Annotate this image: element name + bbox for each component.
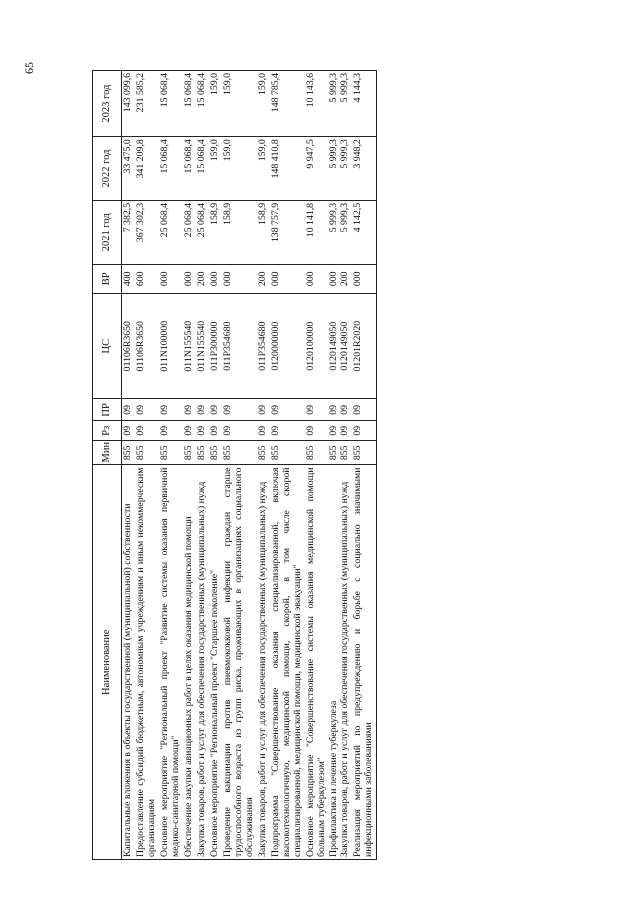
row-2023: 143 099,6 (122, 71, 135, 137)
header-pr: ПР (93, 399, 122, 421)
header-2022: 2022 год (93, 137, 122, 201)
row-vr: 000 (183, 264, 196, 293)
row-cs: 011N155540 (183, 294, 196, 399)
row-name: Основное мероприятие "Региональный проект "Старшее поколение" (209, 465, 222, 860)
row-2023: 159,0 (257, 71, 270, 137)
row-2022-line2: 5 999,3 (339, 139, 351, 169)
row-2023-line2: 5 999,3 (339, 73, 351, 103)
row-min: 855 (122, 441, 135, 466)
row-rz: 09 (352, 421, 376, 441)
row-2022: 9 947,5 (305, 137, 329, 201)
row-vr: 000 (305, 264, 329, 293)
row-2022: 148 410,8 (270, 137, 305, 201)
row-vr: 000 (222, 264, 257, 293)
row-min: 855 (183, 441, 196, 466)
row-cs: 011P354680 (257, 294, 270, 399)
row-pr: 09 (305, 399, 329, 421)
table-row (270, 71, 305, 860)
row-name: Основное мероприятие "Региональный проект "Развитие системы оказания первичной медико-санитарной помощи" (159, 465, 183, 860)
budget-table-container (92, 70, 558, 860)
row-cs: 011P300000 (209, 294, 222, 399)
row-pr: 09 (159, 399, 183, 421)
row-name: Основное мероприятие "Совершенствование системы оказания медицинской помощи больным туберкулезом" (305, 465, 329, 860)
row-pr: 09 (135, 399, 159, 421)
row-2022: 159,0 (257, 137, 270, 201)
table-row (196, 71, 209, 860)
row-2022: 341 209,8 (135, 137, 159, 201)
row-2022: 159,0 (209, 137, 222, 201)
table-body (122, 71, 377, 860)
row-2021 (328, 200, 352, 264)
row-2021: 25 068,4 (196, 200, 209, 264)
row-2023: 4 144,3 (352, 71, 376, 137)
header-cs: ЦС (93, 294, 122, 399)
header-2021: 2021 год (93, 200, 122, 264)
row-vr-line1: 000 (328, 271, 340, 287)
row-rz: 09 (209, 421, 222, 441)
table-row (305, 71, 329, 860)
row-vr: 200 (257, 264, 270, 293)
row-pr: 09 (222, 399, 257, 421)
row-rz: 09 (257, 421, 270, 441)
page-number: 65 (22, 62, 36, 74)
row-cs (328, 294, 352, 399)
row-name: Закупка товаров, работ и услуг для обеспечения государственных (муниципальных) нужд (196, 465, 209, 860)
row-rz (328, 421, 352, 441)
row-name-line1: Профилактика и лечение туберкулеза (328, 700, 340, 857)
row-rz-line1: 09 (328, 425, 340, 436)
row-vr: 000 (270, 264, 305, 293)
table-header (93, 71, 122, 860)
row-min-line1: 855 (328, 445, 340, 461)
budget-table (92, 70, 377, 860)
row-2021: 7 382,5 (122, 200, 135, 264)
row-vr (328, 264, 352, 293)
row-vr: 000 (209, 264, 222, 293)
row-cs: 0120100000 (305, 294, 329, 399)
row-pr-line2: 09 (339, 404, 351, 415)
row-name: Подпрограмма "Совершенствование оказания специализированной, включая высокотехнологичную, медицинской помощи, скорой, в том числе скорой специализированной, медицинской помощи, медицинской эвакуации" (270, 465, 305, 860)
row-cs: 01106R3650 (135, 294, 159, 399)
row-2023 (328, 71, 352, 137)
table-row (209, 71, 222, 860)
row-pr-line1: 09 (328, 404, 340, 415)
row-2021: 158,9 (222, 200, 257, 264)
row-pr: 09 (209, 399, 222, 421)
row-2022 (328, 137, 352, 201)
row-2021: 367 302,3 (135, 200, 159, 264)
table-row (328, 71, 352, 860)
header-min: Мин (93, 441, 122, 466)
table-row (135, 71, 159, 860)
row-rz-line2: 09 (339, 425, 351, 436)
row-name: Обеспечение закупки авиационных работ в целях оказания медицинской помощи (183, 465, 196, 860)
row-2023: 159,0 (222, 71, 257, 137)
row-2023: 10 143,6 (305, 71, 329, 137)
table-row (257, 71, 270, 860)
header-name: Наименование (93, 465, 122, 860)
row-min: 855 (352, 441, 376, 466)
row-pr: 09 (183, 399, 196, 421)
row-2022: 33 475,0 (122, 137, 135, 201)
row-pr: 09 (257, 399, 270, 421)
row-pr (328, 399, 352, 421)
row-2022: 15 068,4 (196, 137, 209, 201)
row-2023: 231 585,2 (135, 71, 159, 137)
row-2022: 15 068,4 (183, 137, 196, 201)
row-rz: 09 (159, 421, 183, 441)
header-2023: 2023 год (93, 71, 122, 137)
row-pr: 09 (196, 399, 209, 421)
row-name: Капитальные вложения в объекты государственной (муниципальной) собственности (122, 465, 135, 860)
row-vr: 600 (135, 264, 159, 293)
row-rz: 09 (222, 421, 257, 441)
row-min-line2: 855 (339, 445, 351, 461)
row-2021: 4 142,5 (352, 200, 376, 264)
row-min: 855 (305, 441, 329, 466)
row-name-line2: Закупка товаров, работ и услуг для обеспечения государственных (муниципальных) нужд (339, 481, 351, 857)
row-2021-line1: 5 999,3 (328, 202, 340, 233)
row-2022: 3 948,2 (352, 137, 376, 201)
row-min: 855 (135, 441, 159, 466)
row-2021: 25 068,4 (159, 200, 183, 264)
row-rz: 09 (196, 421, 209, 441)
row-cs-line1: 0120149050 (328, 321, 340, 371)
row-cs: 01201R2020 (352, 294, 376, 399)
row-2023: 15 068,4 (159, 71, 183, 137)
row-min: 855 (159, 441, 183, 466)
row-min: 855 (270, 441, 305, 466)
row-2021: 138 757,9 (270, 200, 305, 264)
row-rz: 09 (135, 421, 159, 441)
row-2022: 15 068,4 (159, 137, 183, 201)
table-row (122, 71, 135, 860)
row-rz: 09 (270, 421, 305, 441)
row-min (328, 441, 352, 466)
row-cs-line2: 0120149050 (339, 321, 351, 371)
row-cs: 0120000000 (270, 294, 305, 399)
row-name: Закупка товаров, работ и услуг для обеспечения государственных (муниципальных) нужд (257, 465, 270, 860)
row-vr: 000 (352, 264, 376, 293)
row-2022-line1: 5 999,3 (328, 139, 340, 169)
table-row (352, 71, 376, 860)
row-rz: 09 (122, 421, 135, 441)
row-2021: 10 141,8 (305, 200, 329, 264)
row-vr: 200 (196, 264, 209, 293)
row-2023: 15 068,4 (183, 71, 196, 137)
row-2023: 148 785,4 (270, 71, 305, 137)
row-cs: 01106R3650 (122, 294, 135, 399)
row-min: 855 (209, 441, 222, 466)
row-cs: 011N100000 (159, 294, 183, 399)
row-2022: 159,0 (222, 137, 257, 201)
row-2023: 15 068,4 (196, 71, 209, 137)
row-min: 855 (222, 441, 257, 466)
table-row (183, 71, 196, 860)
row-min: 855 (196, 441, 209, 466)
row-2023: 159,0 (209, 71, 222, 137)
row-rz: 09 (305, 421, 329, 441)
table-row (159, 71, 183, 860)
row-vr: 400 (122, 264, 135, 293)
row-name: Проведение вакцинации против пневмококковой инфекции граждан старше трудоспособного возраста из групп риска, проживающих в организациях социального обслуживания (222, 465, 257, 860)
row-name (328, 465, 352, 860)
table-row (222, 71, 257, 860)
header-rz: Рз (93, 421, 122, 441)
row-pr: 09 (352, 399, 376, 421)
row-min: 855 (257, 441, 270, 466)
row-name: Реализация мероприятий по предупреждению и борьбе с социально значимыми инфекционными заболеваниями (352, 465, 376, 860)
row-vr: 000 (159, 264, 183, 293)
row-pr: 09 (122, 399, 135, 421)
row-vr-line2: 200 (339, 271, 351, 287)
row-2021-line2: 5 999,3 (339, 202, 351, 233)
row-cs: 011P354680 (222, 294, 257, 399)
row-cs: 011N155540 (196, 294, 209, 399)
row-2023-line1: 5 999,3 (328, 73, 340, 103)
row-2021: 158,9 (257, 200, 270, 264)
row-rz: 09 (183, 421, 196, 441)
row-name: Предоставление субсидий бюджетным, автономным учреждениям и иным некоммерческим организациям (135, 465, 159, 860)
row-2021: 158,9 (209, 200, 222, 264)
header-vr: ВР (93, 264, 122, 293)
row-pr: 09 (270, 399, 305, 421)
row-2021: 25 068,4 (183, 200, 196, 264)
